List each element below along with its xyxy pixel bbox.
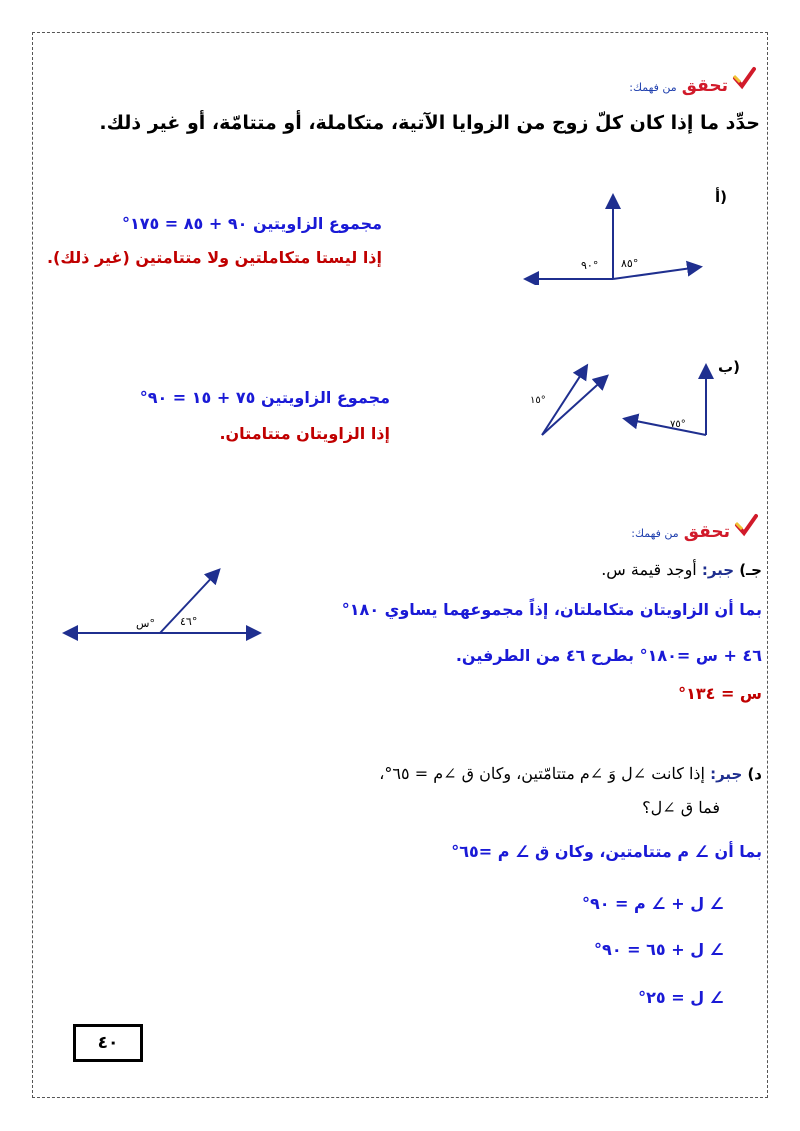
part-d-question-row [379,764,762,783]
ray-b2-left [626,419,706,435]
check-heading-main: تحقق [681,76,728,96]
angle-label-90: ٩٠° [581,259,599,272]
part-d-question-2: فما ق ∠ل؟ [642,798,720,817]
page-number: ٤٠ [73,1024,143,1062]
part-a-sum: مجموع الزاويتين ٩٠ + ٨٥ = ١٧٥° [121,214,382,233]
check-heading-1 [629,76,728,96]
part-b-label: ب) [718,358,740,376]
part-d-line-4: ∠ ل = ٢٥° [638,988,724,1007]
angle-label-85: ٨٥° [621,257,639,270]
part-d-line-1: بما أن ∠ م متتامتين، وكان ق ∠ م =٦٥° [451,842,762,861]
part-c-line-1: بما أن الزاويتان متكاملتان، إذاً مجموعهما يساوي ١٨٠° [341,600,762,619]
part-c-figure [60,565,265,645]
angle-label-75: ٧٥° [670,419,686,430]
part-d-line-2: ∠ ل + ∠ م = ٩٠° [581,894,724,913]
angle-label-x: س° [136,617,155,630]
part-c-line-3: س = ١٣٤° [678,684,762,703]
angle-label-15: ١٥° [530,395,546,406]
part-d-keyword: جبر: [710,765,743,783]
part-d-question-1: إذا كانت ∠ل وَ ∠م متتامّتين، وكان ق ∠م = ٦٥°، [379,764,705,783]
part-c-question: أوجد قيمة س. [601,560,697,579]
check-heading-sub: من فهمك: [631,527,679,540]
checkmark-icon [734,513,758,537]
check-heading-main: تحقق [683,522,730,542]
part-c-line-2: ٤٦ + س =١٨٠° بطرح ٤٦ من الطرفين. [455,646,762,665]
instruction-text: حدِّد ما إذا كان كلّ زوج من الزوايا الآتية، متكاملة، أو متتامّة، أو غير ذلك. [99,112,760,134]
part-b-sum: مجموع الزاويتين ٧٥ + ١٥ = ٩٠° [139,388,390,407]
check-heading-2 [631,522,730,542]
part-c-keyword: جبر: [701,561,735,579]
part-c-label: جـ) [739,561,762,579]
check-heading-sub: من فهمك: [629,81,677,94]
part-b-figure [520,355,715,450]
part-d-line-3: ∠ ل + ٦٥ = ٩٠° [594,940,724,959]
part-a-conclusion: إذا ليستا متكاملتين ولا متتامتين (غير ذلك). [46,248,382,267]
part-c-question-row [601,560,762,579]
part-a-label: أ) [715,188,728,206]
part-d-label: د) [747,765,762,783]
angle-label-46: ٤٦° [180,615,198,628]
checkmark-icon [732,66,756,90]
part-a-figure [515,185,710,285]
part-b-conclusion: إذا الزاويتان متتامتان. [219,424,390,443]
